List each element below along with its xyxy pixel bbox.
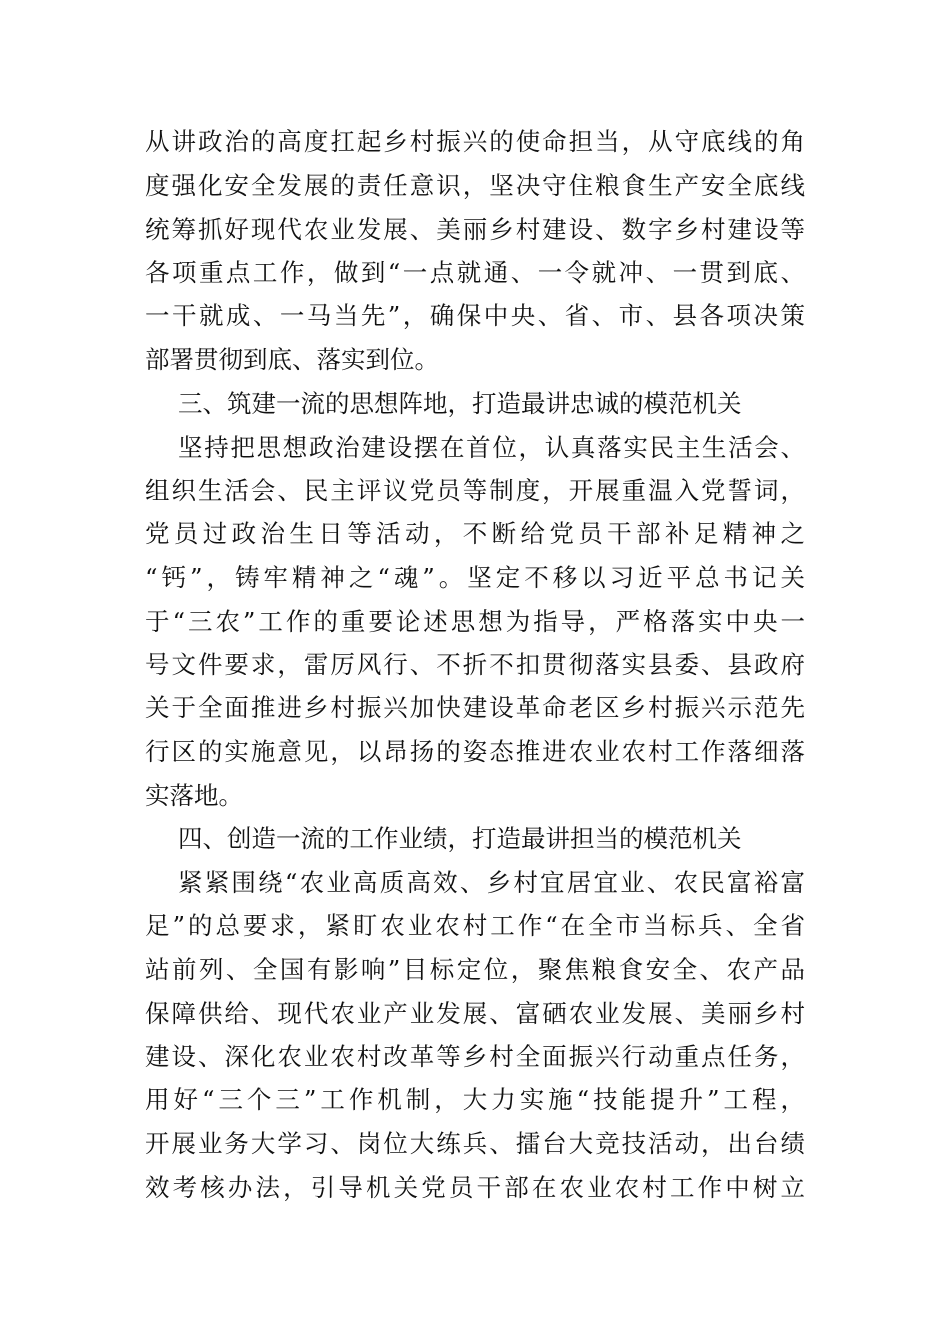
text-line: 紧紧围绕“农业高质高效、乡村宜居宜业、农民富裕富 xyxy=(178,868,805,897)
text-line: 站前列、全国有影响”目标定位，聚焦粮食安全、农产品 xyxy=(145,955,805,984)
text-line: 开展业务大学习、岗位大练兵、擂台大竞技活动，出台绩 xyxy=(145,1129,805,1158)
text-line: 于“三农”工作的重要论述思想为指导，严格落实中央一 xyxy=(145,607,805,636)
text-line: 建设、深化农业农村改革等乡村全面振兴行动重点任务， xyxy=(145,1042,805,1071)
text-line: 部署贯彻到底、落实到位。 xyxy=(145,345,439,374)
text-line: 关于全面推进乡村振兴加快建设革命老区乡村振兴示范先 xyxy=(145,693,805,722)
section-heading-4: 四、创造一流的工作业绩，打造最讲担当的模范机关 xyxy=(178,824,742,853)
text-line: 组织生活会、民主评议党员等制度，开展重温入党誓词， xyxy=(145,476,805,505)
text-line: 实落地。 xyxy=(145,781,243,810)
text-line: 各项重点工作，做到“一点就通、一令就冲、一贯到底、 xyxy=(145,258,805,287)
text-line: 统筹抓好现代农业发展、美丽乡村建设、数字乡村建设等 xyxy=(145,215,805,244)
text-line: 行区的实施意见，以昂扬的姿态推进农业农村工作落细落 xyxy=(145,737,805,766)
text-line: 党员过政治生日等活动，不断给党员干部补足精神之 xyxy=(145,519,805,548)
text-line: 用好“三个三”工作机制，大力实施“技能提升”工程， xyxy=(145,1085,805,1114)
text-line: “钙”，铸牢精神之“魂”。坚定不移以习近平总书记关 xyxy=(145,563,805,592)
text-line: 号文件要求，雷厉风行、不折不扣贯彻落实县委、县政府 xyxy=(145,650,805,679)
text-line: 度强化安全发展的责任意识，坚决守住粮食生产安全底线 xyxy=(145,171,805,200)
text-line: 保障供给、现代农业产业发展、富硒农业发展、美丽乡村 xyxy=(145,999,805,1028)
section-heading-3: 三、筑建一流的思想阵地，打造最讲忠诚的模范机关 xyxy=(178,389,742,418)
text-line: 一干就成、一马当先”，确保中央、省、市、县各项决策 xyxy=(145,301,805,330)
text-line: 足”的总要求，紧盯农业农村工作“在全市当标兵、全省 xyxy=(145,911,805,940)
text-line: 坚持把思想政治建设摆在首位，认真落实民主生活会、 xyxy=(178,433,805,462)
text-line: 效考核办法，引导机关党员干部在农业农村工作中树立 xyxy=(145,1173,805,1202)
text-line: 从讲政治的高度扛起乡村振兴的使命担当，从守底线的角 xyxy=(145,127,805,156)
